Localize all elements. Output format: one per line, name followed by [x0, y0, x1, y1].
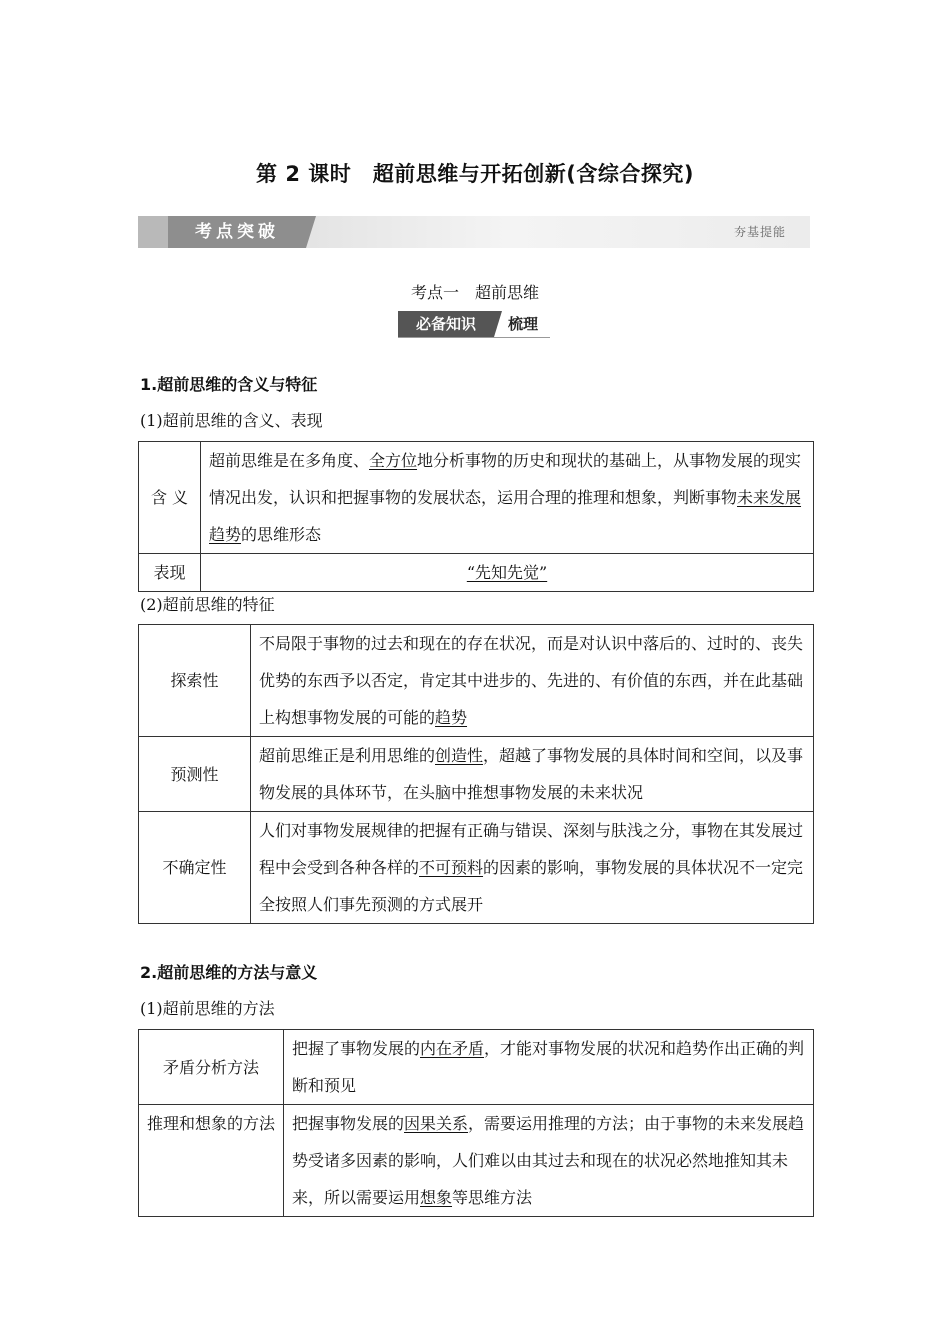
page-title: 第 2 课时 超前思维与开拓创新(含综合探究): [256, 162, 694, 186]
row-content: 超前思维正是利用思维的创造性，超越了事物发展的具体时间和空间，以及事物发展的具体环节，在头脑中推想事物发展的未来状况: [251, 737, 814, 812]
row-content: 超前思维是在多角度、全方位地分析事物的历史和现状的基础上，从事物发展的现实情况出发，认识和把握事物的发展状态，运用合理的推理和想象，判断事物未来发展趋势的思维形态: [201, 442, 814, 554]
banner-right-label: 夯基提能: [733, 225, 786, 239]
section2-heading: 2.超前思维的方法与意义: [140, 963, 318, 982]
table-row: [139, 812, 814, 924]
banner-tab-label: 考点突破: [138, 216, 306, 248]
meaning-table: [138, 441, 814, 592]
row-content: 人们对事物发展规律的把握有正确与错误、深刻与肤浅之分，事物在其发展过程中会受到各种各样的不可预料的因素的影响，事物发展的具体状况不一定完全按照人们事先预测的方式展开: [251, 812, 814, 924]
table-row: [139, 625, 814, 737]
table-row: [139, 1030, 814, 1105]
section1-sub1: (1)超前思维的含义、表现: [140, 411, 323, 430]
section-banner: [138, 216, 810, 248]
row-label: 表现: [139, 554, 201, 592]
knowledge-badge: [398, 311, 550, 338]
table-row: [139, 1105, 814, 1217]
section1-sub2: (2)超前思维的特征: [140, 595, 275, 614]
row-label: 不确定性: [139, 812, 251, 924]
section1-heading: 1.超前思维的含义与特征: [140, 375, 318, 394]
row-label: 预测性: [139, 737, 251, 812]
row-content: 把握事物发展的因果关系，需要运用推理的方法；由于事物的未来发展趋势受诸多因素的影响，人们难以由其过去和现在的状况必然地推知其未来，所以需要运用想象等思维方法: [284, 1105, 814, 1217]
row-label: 含 义: [139, 442, 201, 554]
section2-sub1: (1)超前思维的方法: [140, 999, 275, 1018]
row-label: 探索性: [139, 625, 251, 737]
features-table: [138, 624, 814, 924]
row-content: 把握了事物发展的内在矛盾，才能对事物发展的状况和趋势作出正确的判断和预见: [284, 1030, 814, 1105]
row-label: 矛盾分析方法: [139, 1030, 284, 1105]
row-content: 不局限于事物的过去和现在的存在状况，而是对认识中落后的、过时的、丧失优势的东西予以否定，肯定其中进步的、先进的、有价值的东西，并在此基础上构想事物发展的可能的趋势: [251, 625, 814, 737]
topic-heading: 考点一 超前思维: [410, 283, 539, 302]
row-content: “先知先觉”: [201, 554, 814, 592]
row-label: 推理和想象的方法: [139, 1105, 284, 1217]
methods-table: [138, 1029, 814, 1217]
table-row: [139, 554, 814, 592]
knowledge-badge-main: 必备知识: [398, 311, 494, 337]
table-row: [139, 442, 814, 554]
knowledge-badge-sub: 梳理: [508, 315, 539, 333]
table-row: [139, 737, 814, 812]
